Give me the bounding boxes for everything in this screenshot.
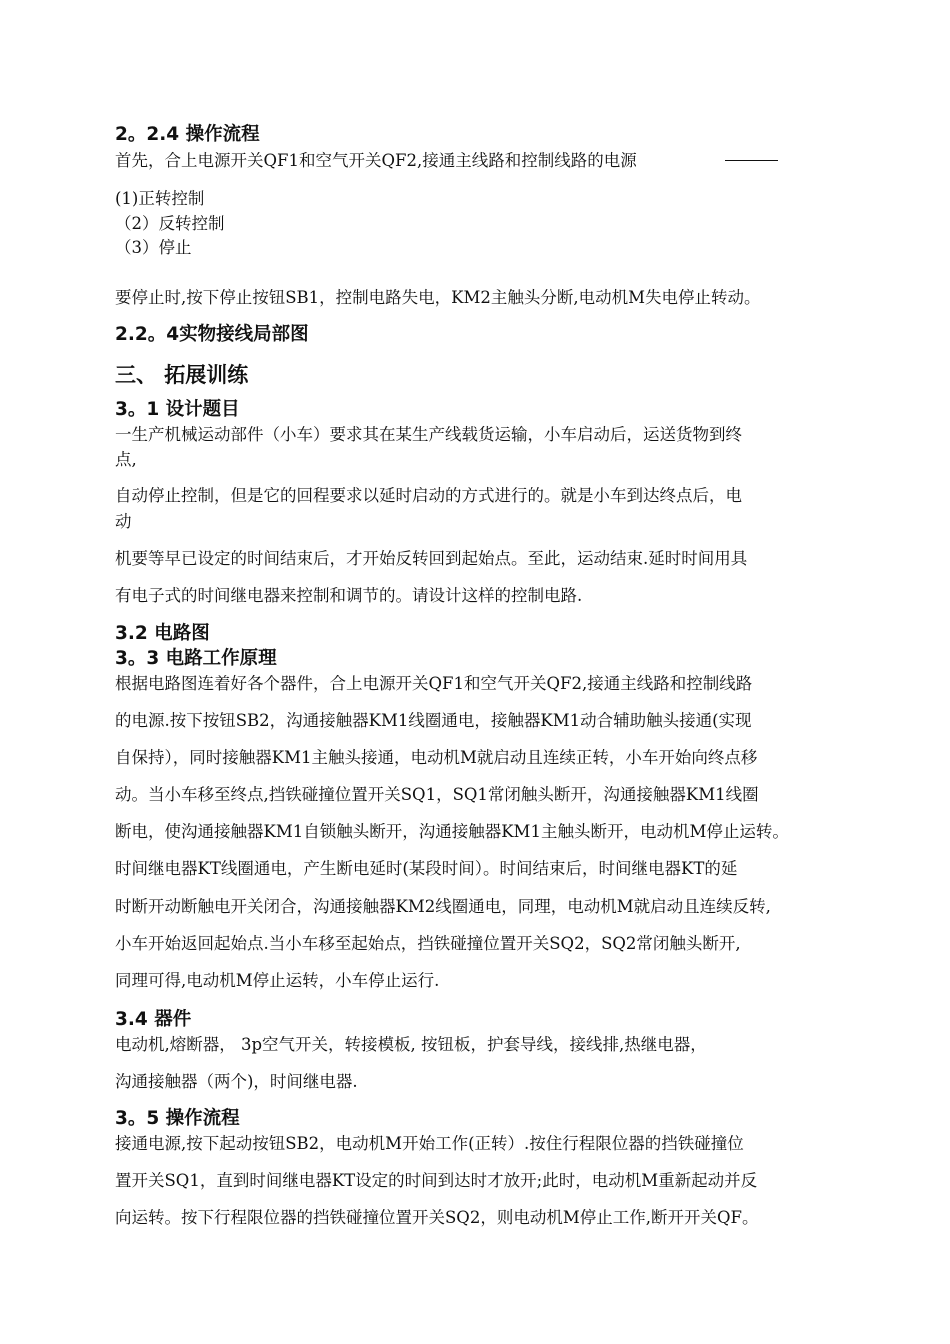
paragraph-line: 电动机,熔断器， 3p空气开关，转接模板, 按钮板，护套导线，接线排,热继电器， (115, 1035, 707, 1054)
paragraph-line: 接通电源,按下起动按钮SB2，电动机M开始工作(正转）.按住行程限位器的挡铁碰撞位 (115, 1134, 744, 1153)
paragraph-line: 小车开始返回起始点.当小车移至起始点，挡铁碰撞位置开关SQ2，SQ2常闭触头断开, (115, 934, 741, 953)
section-heading-3-4: 3.4 器件 (115, 1009, 192, 1030)
paragraph-line: 向运转。按下行程限位器的挡铁碰撞位置开关SQ2，则电动机M停止工作,断开开关QF。 (115, 1208, 759, 1227)
list-item: （3）停止 (115, 238, 192, 257)
section-heading-3-2: 3.2 电路图 (115, 623, 210, 644)
section-heading-2-2-4: 2。2.4 操作流程 (115, 124, 260, 145)
paragraph-line: 根据电路图连着好各个器件，合上电源开关QF1和空气开关QF2,接通主线路和控制线路 (115, 674, 753, 693)
section-heading-wiring-diagram: 2.2。4实物接线局部图 (115, 324, 309, 345)
paragraph-line: 点, (115, 450, 137, 469)
paragraph-line: 同理可得,电动机M停止运转，小车停止运行. (115, 971, 440, 990)
list-item: （2）反转控制 (115, 214, 225, 233)
paragraph-line: 动。当小车移至终点,挡铁碰撞位置开关SQ1，SQ1常闭触头断开，沟通接触器KM1线圈 (115, 785, 759, 804)
paragraph-line: 首先，合上电源开关QF1和空气开关QF2,接通主线路和控制线路的电源 (115, 151, 637, 170)
section-heading-3-1: 3。1 设计题目 (115, 399, 240, 420)
paragraph-line: 时断开动断触电开关闭合，沟通接触器KM2线圈通电，同理，电动机M就启动且连续反转, (115, 897, 771, 916)
paragraph-line: 断电，使沟通接触器KM1自锁触头断开，沟通接触器KM1主触头断开，电动机M停止运转。 (115, 822, 789, 841)
paragraph-line: 机要等早已设定的时间结束后，才开始反转回到起始点。至此，运动结束.延时时间用具 (115, 549, 748, 568)
paragraph-line: 的电源.按下按钮SB2，沟通接触器KM1线圈通电，接触器KM1动合辅助触头接通(实现 (115, 711, 752, 730)
paragraph-line: 自保持），同时接触器KM1主触头接通，电动机M就启动且连续正转，小车开始向终点移 (115, 748, 758, 767)
chapter-heading: 三、 拓展训练 (115, 363, 249, 387)
paragraph-line: 自动停止控制，但是它的回程要求以延时启动的方式进行的。就是小车到达终点后，电 (115, 486, 742, 505)
section-heading-3-5: 3。5 操作流程 (115, 1108, 240, 1129)
paragraph-line: 沟通接触器（两个)，时间继电器. (115, 1072, 358, 1091)
paragraph-line: 有电子式的时间继电器来控制和调节的。请设计这样的控制电路. (115, 586, 583, 605)
paragraph-line: 时间继电器KT线圈通电，产生断电延时(某段时间）。时间结束后，时间继电器KT的延 (115, 859, 738, 878)
section-heading-3-3: 3。3 电路工作原理 (115, 648, 277, 669)
paragraph-line: 动 (115, 512, 132, 531)
paragraph-line: 要停止时,按下停止按钮SB1，控制电路失电，KM2主触头分断,电动机M失电停止转动。 (115, 288, 761, 307)
list-item: (1)正转控制 (115, 189, 205, 208)
paragraph-line: 一生产机械运动部件（小车）要求其在某生产线载货运输，小车启动后，运送货物到终 (115, 425, 742, 444)
paragraph-line: 置开关SQ1，直到时间继电器KT设定的时间到达时才放开;此时，电动机M重新起动并反 (115, 1171, 758, 1190)
dash-rule (725, 160, 778, 161)
